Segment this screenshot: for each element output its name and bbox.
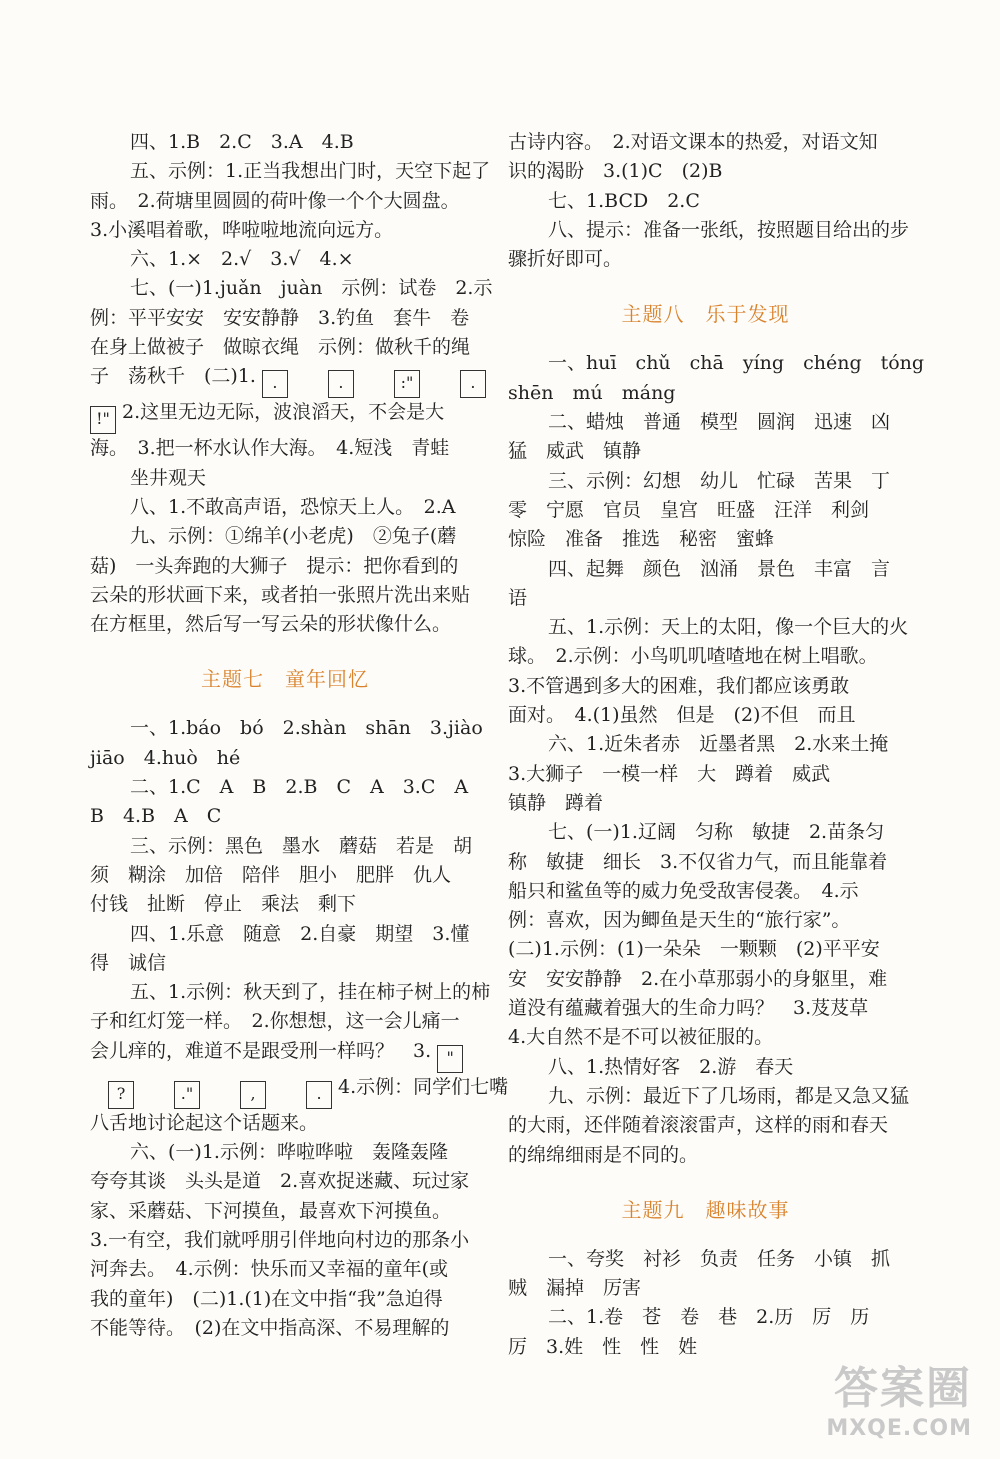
answer-line: B 4.B A C bbox=[90, 805, 222, 828]
answer-line: 二、1.C A B 2.B C A 3.C A bbox=[130, 776, 469, 799]
answer-text: 4.示例：同学们七嘴 bbox=[338, 1075, 509, 1098]
left-column bbox=[90, 128, 509, 1343]
answer-line: 得 诚信 bbox=[90, 951, 167, 974]
answer-line: 八、1.不敢高声语，恐惊天上人。 2.A bbox=[130, 495, 456, 518]
punctuation-box: . bbox=[306, 1081, 332, 1109]
answer-line: 二、蜡烛 普通 模型 圆润 迅速 凶 bbox=[548, 411, 891, 434]
answer-line: 家、采蘑菇、下河摸鱼，最喜欢下河摸鱼。 bbox=[90, 1199, 452, 1222]
answer-line: 海。 3.把一杯水认作大海。 4.短浅 青蛙 bbox=[90, 437, 450, 460]
punctuation-box: ? bbox=[108, 1081, 134, 1109]
answer-line: 六、1.近朱者赤 近墨者黑 2.水来土掩 bbox=[548, 733, 889, 756]
answer-line: 贼 漏掉 厉害 bbox=[508, 1277, 642, 1300]
answer-line: (二)1.示例：(1)一朵朵 一颗颗 (2)平平安 bbox=[508, 938, 880, 961]
punctuation-box: . bbox=[460, 370, 486, 398]
punctuation-box: , bbox=[240, 1081, 266, 1109]
answer-line: 八舌地讨论起这个话题来。 bbox=[90, 1111, 319, 1134]
answer-line: 七、1.BCD 2.C bbox=[548, 189, 700, 212]
section-heading: 主题九 趣味故事 bbox=[621, 1197, 790, 1222]
answer-line: 夸夸其谈 头头是道 2.喜欢捉迷藏、玩过家 bbox=[90, 1170, 470, 1193]
answer-line: 七、(一)1.辽阔 匀称 敏捷 2.苗条匀 bbox=[548, 821, 885, 844]
answer-line: 例：喜欢，因为鲫鱼是天生的“旅行家”。 bbox=[508, 909, 851, 932]
answer-line: 须 糊涂 加倍 陪伴 胆小 肥胖 仇人 bbox=[90, 863, 452, 886]
answer-line: 菇) 一头奔跑的大狮子 提示：把你看到的 bbox=[90, 554, 459, 577]
answer-line: 一、1.báo bó 2.shàn shān 3.jiào bbox=[130, 717, 483, 740]
answer-line: jiāo 4.huò hé bbox=[90, 746, 241, 769]
answer-line: 3.大狮子 一模一样 大 蹲着 威武 bbox=[508, 762, 831, 785]
answer-line: 雨。 2.荷塘里圆圆的荷叶像一个个大圆盘。 bbox=[90, 189, 460, 212]
answer-line: 不能等待。 (2)在文中指高深、不易理解的 bbox=[90, 1316, 450, 1339]
answer-line: 的绵绵细雨是不同的。 bbox=[508, 1143, 699, 1166]
answer-line: 猛 威武 镇静 bbox=[508, 440, 642, 463]
answer-line: 付钱 扯断 停止 乘法 剩下 bbox=[90, 893, 357, 916]
answer-line: 4.大自然不是不可以被征服的。 bbox=[508, 1026, 774, 1049]
answer-line: 称 敏捷 细长 3.不仅省力气，而且能靠着 bbox=[508, 850, 888, 873]
punctuation-box: ." bbox=[174, 1081, 200, 1109]
answer-line: 的大雨，还伴随着滚滚雷声，这样的雨和春天 bbox=[508, 1114, 889, 1137]
watermark-logo-text: 答案圈 bbox=[834, 1363, 972, 1414]
answer-line: 3.一有空，我们就呼朋引伴地向村边的那条小 bbox=[90, 1228, 470, 1251]
answer-line: 一、夸奖 衬衫 负责 任务 小镇 抓 bbox=[548, 1247, 891, 1270]
answer-line: 八、提示：准备一张纸，按照题目给出的步 bbox=[548, 218, 910, 241]
answer-line: 六、(一)1.示例：哗啦哗啦 轰隆轰隆 bbox=[130, 1141, 448, 1164]
answer-line: 五、1.示例：天上的太阳，像一个巨大的火 bbox=[548, 616, 909, 639]
answer-line: 云朵的形状画下来，或者拍一张照片洗出来贴 bbox=[90, 583, 471, 606]
answer-line: 八、1.热情好客 2.游 春天 bbox=[548, 1055, 794, 1078]
punctuation-box: . bbox=[262, 370, 288, 398]
answer-line: 四、1.乐意 随意 2.自豪 期望 3.懂 bbox=[130, 922, 470, 945]
answer-line: 3.不管遇到多大的困难，我们都应该勇敢 bbox=[508, 674, 850, 697]
answer-line: 九、示例：①绵羊(小老虎) ②兔子(蘑 bbox=[130, 525, 457, 548]
answer-line: shēn mú máng bbox=[508, 381, 676, 404]
answer-line: 我的童年) (二)1.(1)在文中指“我”急迫得 bbox=[90, 1287, 443, 1310]
answer-line bbox=[90, 398, 480, 434]
answer-line: 六、1.× 2.√ 3.√ 4.× bbox=[130, 248, 354, 271]
answer-line: 识的渴盼 3.(1)C (2)B bbox=[508, 160, 723, 183]
answer-line: 五、1.示例：秋天到了，挂在柿子树上的柿 bbox=[130, 981, 491, 1004]
answer-line: 道没有蕴藏着强大的生命力吗？ 3.芨芨草 bbox=[508, 997, 869, 1020]
section-heading: 主题七 童年回忆 bbox=[201, 667, 369, 692]
answer-line: 在方框里，然后写一写云朵的形状像什么。 bbox=[90, 613, 452, 636]
answer-line: 二、1.卷 苍 卷 巷 2.历 厉 历 bbox=[548, 1306, 870, 1329]
answer-line: 五、示例：1.正当我想出门时，天空下起了 bbox=[130, 160, 491, 183]
answer-line: 四、起舞 颜色 汹涌 景色 丰富 言 bbox=[548, 557, 891, 580]
answer-line: 惊险 准备 推选 秘密 蜜蜂 bbox=[508, 528, 775, 551]
section-heading: 主题八 乐于发现 bbox=[621, 302, 790, 327]
answer-line: 三、示例：幻想 幼儿 忙碌 苦果 丁 bbox=[548, 469, 891, 492]
answer-line: 厉 3.姓 性 性 姓 bbox=[508, 1335, 698, 1358]
answer-line: 船只和鲨鱼等的威力免受敌害侵袭。 4.示 bbox=[508, 879, 859, 902]
answer-line: 河奔去。 4.示例：快乐而又幸福的童年(或 bbox=[90, 1258, 449, 1281]
answer-line: 一、huī chǔ chā yíng chéng tóng bbox=[548, 352, 925, 375]
answer-line: 七、(一)1.juǎn juàn 示例：试卷 2.示 bbox=[130, 277, 493, 300]
answer-line bbox=[90, 362, 480, 398]
watermark-url: MXQE.COM bbox=[826, 1416, 972, 1441]
punctuation-box: " bbox=[437, 1045, 463, 1073]
answer-line: 安 安安静静 2.在小草那弱小的身躯里，难 bbox=[508, 967, 888, 990]
answer-line: 三、示例：黑色 墨水 蘑菇 若是 胡 bbox=[130, 834, 473, 857]
answer-line: 古诗内容。 2.对语文课本的热爱，对语文知 bbox=[508, 131, 878, 153]
answer-text: 2.这里无边无际，波浪滔天，不会是大 bbox=[122, 401, 445, 424]
answer-line: 骤折好即可。 bbox=[508, 248, 623, 271]
site-watermark bbox=[826, 1352, 972, 1441]
punctuation-box: !" bbox=[90, 406, 116, 434]
answer-line: 零 宁愿 官员 皇宫 旺盛 汪洋 利剑 bbox=[508, 498, 870, 521]
punctuation-box: :" bbox=[394, 370, 420, 398]
answer-line: 例：平平安安 安安静静 3.钓鱼 套牛 卷 bbox=[90, 306, 470, 329]
answer-line bbox=[90, 1037, 480, 1073]
answer-line: 四、1.B 2.C 3.A 4.B bbox=[130, 131, 354, 153]
answer-line bbox=[90, 1073, 509, 1109]
right-column bbox=[508, 128, 925, 1362]
answer-line: 球。 2.示例：小鸟叽叽喳喳地在树上唱歌。 bbox=[508, 645, 878, 668]
answer-line: 3.小溪唱着歌，哗啦啦地流向远方。 bbox=[90, 218, 394, 241]
punctuation-box: . bbox=[328, 370, 354, 398]
answer-line: 面对。 4.(1)虽然 但是 (2)不但 而且 bbox=[508, 704, 856, 727]
answer-line: 坐井观天 bbox=[130, 466, 207, 489]
answer-text: 会儿痒的，难道不是跟受刑一样吗？ 3. bbox=[90, 1039, 432, 1062]
answer-line: 九、示例：最近下了几场雨，都是又急又猛 bbox=[548, 1084, 910, 1107]
answer-text: 子 荡秋千 (二)1. bbox=[90, 365, 256, 388]
answer-line: 语 bbox=[508, 586, 528, 609]
answer-line: 子和红灯笼一样。 2.你想想，这一会儿痛一 bbox=[90, 1010, 460, 1033]
answer-line: 镇静 蹲着 bbox=[508, 791, 604, 814]
answer-line: 在身上做被子 做晾衣绳 示例：做秋千的绳 bbox=[90, 336, 471, 359]
